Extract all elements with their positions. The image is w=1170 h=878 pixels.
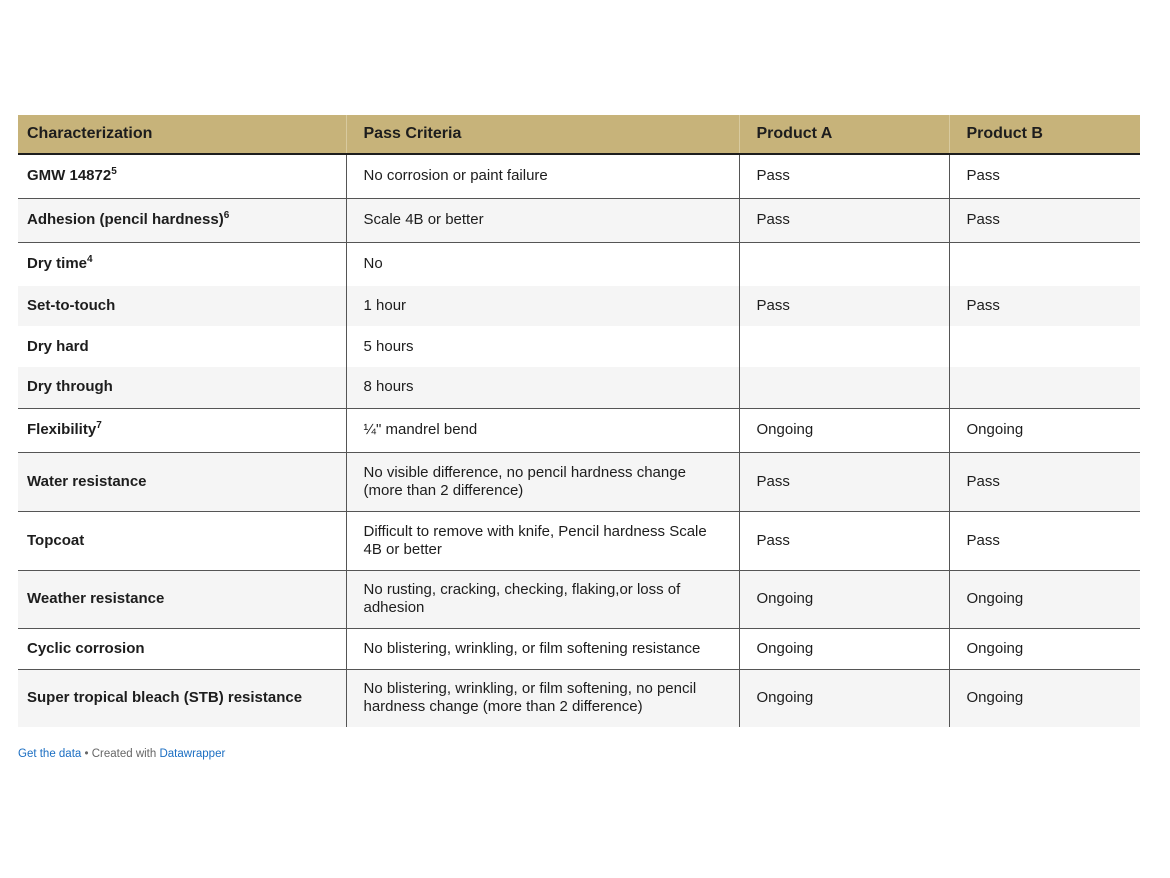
label-cell [18,242,346,286]
product-a-cell [739,511,949,570]
label-text: Dry hard [27,337,89,355]
criteria-cell [346,286,739,326]
criteria-text: Difficult to remove with knife, Pencil hardness Scale 4B or better [363,522,707,558]
product-b-text: Ongoing [966,421,1024,438]
product-a-cell [739,669,949,727]
product-b-text: Ongoing [966,639,1024,657]
product-b-cell [949,242,1140,286]
product-b-cell [949,154,1140,198]
product-b-cell [949,511,1140,570]
label-cell [18,570,346,628]
product-a-text: Ongoing [756,590,814,607]
product-b-text: Ongoing [966,590,1024,607]
label-text: Water resistance [27,472,147,490]
criteria-cell [346,408,739,452]
column-header[interactable]: Product B [949,115,1140,154]
criteria-text: 5 hours [363,337,414,355]
product-a-cell [739,286,949,326]
product-a-text: Pass [756,167,790,185]
label-cell [18,669,346,727]
product-a-text: Pass [756,531,790,549]
table-row [18,452,1140,511]
footnote-marker: 4 [87,254,93,266]
criteria-text: Scale 4B or better [363,211,484,228]
column-header[interactable]: Pass Criteria [346,115,739,154]
label-cell [18,286,346,326]
label-text: Flexibility [27,421,97,438]
criteria-cell [346,242,739,286]
product-a-cell [739,452,949,511]
data-table [18,115,1140,727]
product-a-cell [739,570,949,628]
label-cell [18,326,346,367]
product-a-text: Ongoing [756,639,814,657]
table-header-row [18,115,1140,154]
product-a-cell [739,154,949,198]
table-row [18,628,1140,669]
product-a-cell [739,367,949,408]
get-data-link[interactable]: Get the data [18,748,82,760]
criteria-cell [346,669,739,727]
label-text: Cyclic corrosion [27,639,145,657]
footer-credit-text: • Created with [81,748,160,760]
table-row [18,154,1140,198]
criteria-text: 8 hours [363,378,414,396]
product-a-text: Pass [756,472,790,490]
label-cell [18,511,346,570]
product-b-text: Pass [966,167,1000,185]
table-row [18,669,1140,727]
criteria-cell [346,511,739,570]
product-b-cell [949,669,1140,727]
label-text: Topcoat [27,531,85,549]
label-text: Super tropical bleach (STB) resistance [27,689,303,707]
criteria-text: ¼" mandrel bend [363,421,478,438]
product-a-cell [739,628,949,669]
table-row [18,367,1140,408]
product-b-text: Pass [966,531,1000,549]
product-a-text: Ongoing [756,689,814,707]
product-a-text: Pass [756,297,790,314]
table-row [18,511,1140,570]
criteria-text: 1 hour [363,297,407,314]
criteria-text: No rusting, cracking, checking, flaking,or loss of adhesion [363,581,681,616]
product-b-cell [949,367,1140,408]
footnote-marker: 5 [111,166,117,178]
criteria-cell [346,628,739,669]
product-a-text: Ongoing [756,421,814,438]
criteria-cell [346,452,739,511]
product-b-cell [949,198,1140,242]
table-row [18,242,1140,286]
criteria-text: No blistering, wrinkling, or film softening, no pencil hardness change (more than 2 difference) [363,680,697,716]
criteria-cell [346,326,739,367]
criteria-cell [346,154,739,198]
footer [18,748,225,760]
label-cell [18,198,346,242]
label-cell [18,367,346,408]
datawrapper-link[interactable]: Datawrapper [159,748,226,760]
product-b-text: Pass [966,472,1000,490]
label-text: Dry through [27,378,113,396]
product-a-cell [739,326,949,367]
product-b-cell [949,628,1140,669]
criteria-cell [346,570,739,628]
label-text: Set-to-touch [27,297,116,314]
table-row [18,198,1140,242]
product-b-cell [949,286,1140,326]
product-a-cell [739,408,949,452]
table-row [18,286,1140,326]
product-b-text: Ongoing [966,689,1024,707]
product-b-text: Pass [966,211,1000,228]
criteria-text: No [363,255,383,273]
product-a-text: Pass [756,211,790,228]
table-row [18,326,1140,367]
criteria-text: No corrosion or paint failure [363,167,548,185]
product-a-cell [739,198,949,242]
criteria-cell [346,198,739,242]
label-cell [18,154,346,198]
product-b-text: Pass [966,297,1000,314]
label-text: Adhesion (pencil hardness) [27,211,224,228]
label-text: Weather resistance [27,590,165,607]
table-row [18,408,1140,452]
label-cell [18,452,346,511]
product-b-cell [949,326,1140,367]
product-b-cell [949,408,1140,452]
label-cell [18,408,346,452]
column-header[interactable]: Characterization [18,115,346,154]
label-cell [18,628,346,669]
criteria-text: No blistering, wrinkling, or film softening resistance [363,639,701,657]
footnote-marker: 6 [223,210,230,221]
criteria-cell [346,367,739,408]
product-b-cell [949,452,1140,511]
footnote-marker: 7 [96,420,102,431]
label-text: GMW 14872 [27,167,112,185]
product-b-cell [949,570,1140,628]
criteria-text: No visible difference, no pencil hardness change (more than 2 difference) [363,463,686,499]
product-a-cell [739,242,949,286]
label-text: Dry time [27,255,88,273]
table-row [18,570,1140,628]
column-header[interactable]: Product A [739,115,949,154]
